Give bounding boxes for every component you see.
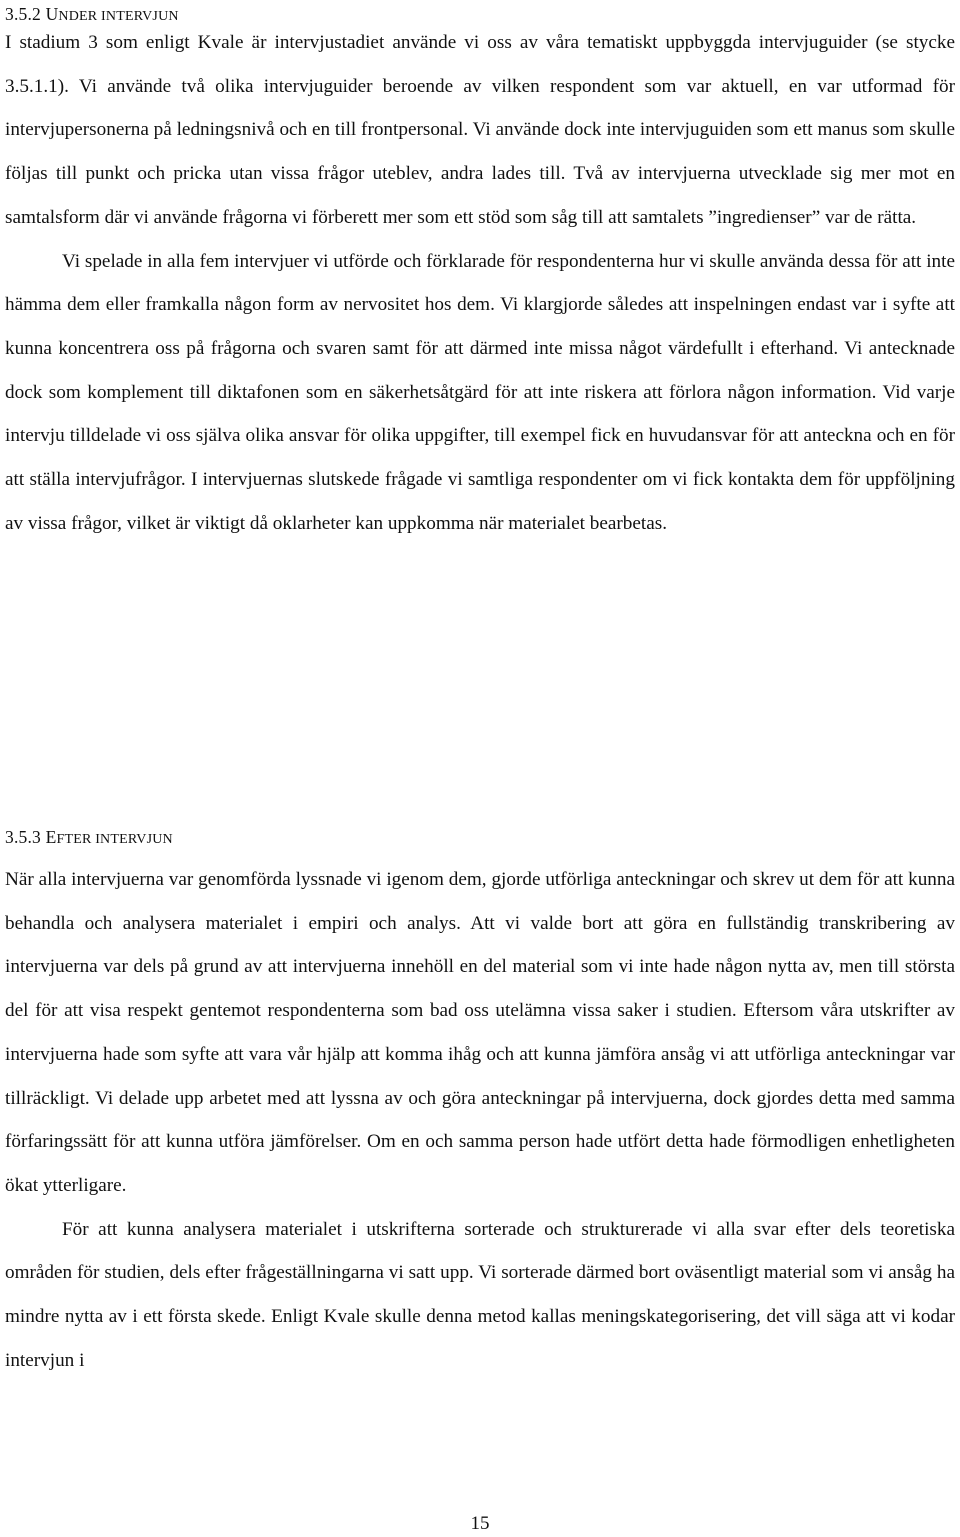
section-number: 3.5.2 — [5, 4, 41, 24]
section-body-efter-intervjun — [5, 838, 955, 1382]
paragraph: För att kunna analysera materialet i utskrifterna sorterade och strukturerade vi alla svar efter dels teoretiska områden för studien, dels efter frågeställningarna vi satt upp. Vi sorterade därmed bort oväsentligt material som vi ansåg ha mindre nytta av i ett första skede. Enligt Kvale skulle denna metod kallas meningskategorisering, det vill säga att vi kodar intervjun i — [5, 1218, 955, 1371]
section-title-rest: NDER INTERVJUN — [58, 9, 179, 24]
paragraph: Vi spelade in alla fem intervjuer vi utförde och förklarade för respondenterna hur vi skulle använda dessa för att inte hämma dem eller framkalla någon form av nervositet hos dem. Vi klargjorde således att inspelningen endast var i syfte att kunna koncentrera oss på frågorna och svaren samt för att därmed inte missa något värdefullt i efterhand. Vi antecknade dock som komplement till diktafonen som en säkerhetsåtgärd för att inte riskera att förlora någon information. Vid varje intervju tilldelade vi oss själva olika ansvar för olika uppgifter, till exempel fick en huvudansvar för att anteckna och en för att ställa intervjufrågor. I intervjuernas slutskede frågade vi samtliga respondenter om vi fick kontakta dem för uppföljning av vissa frågor, vilket är viktigt då oklarheter kan uppkomma när materialet bearbetas. — [5, 250, 955, 534]
section-title-initial: E — [45, 827, 57, 847]
section-number: 3.5.3 — [5, 827, 41, 847]
paragraph: När alla intervjuerna var genomförda lyssnade vi igenom dem, gjorde utförliga anteckningar och skrev ut dem för att kunna behandla och analysera materialet i empiri och analys. Att vi valde bort att göra en fullständig transkribering av intervjuerna var dels på grund av att intervjuerna innehöll en del material som vi inte hade någon nytta av, men till största del för att visa respekt gentemot respondenterna som bad oss utelämna vissa saker i studien. Eftersom våra utskrifter av intervjuerna hade som syfte att vara vår hjälp att komma ihåg och att kunna jämföra ansåg vi att utförliga anteckningar var tillräckligt. Vi delade upp arbetet med att lyssna av och göra anteckningar på intervjuerna, dock gjordes detta med samma förfaringssätt för att kunna utföra jämförelser. Om en och samma person hade utfört detta hade förmodligen enhetligheten ökat ytterligare. — [5, 869, 955, 1196]
paragraph: I stadium 3 som enligt Kvale är intervjustadiet använde vi oss av våra tematiskt uppbyggda intervjuguider (se stycke 3.5.1.1). Vi använde två olika intervjuguider beroende av vilken respondent som var aktuell, en var utformad för intervjupersonerna på ledningsnivå och en till frontpersonal. Vi använde dock inte intervjuguiden som ett manus som skulle följas till punkt och pricka utan vissa frågor uteblev, andra lades till. Två av intervjuerna utvecklade sig mer mot en samtalsform där vi använde frågorna vi förberett mer som ett stöd som såg till att samtalets ”ingredienser” var de rätta. — [5, 32, 955, 228]
section-title-initial: U — [45, 4, 59, 24]
section-body-under-intervjun — [5, 11, 955, 545]
section-title-rest: FTER INTERVJUN — [56, 832, 173, 847]
page-number: 15 — [470, 1513, 490, 1534]
